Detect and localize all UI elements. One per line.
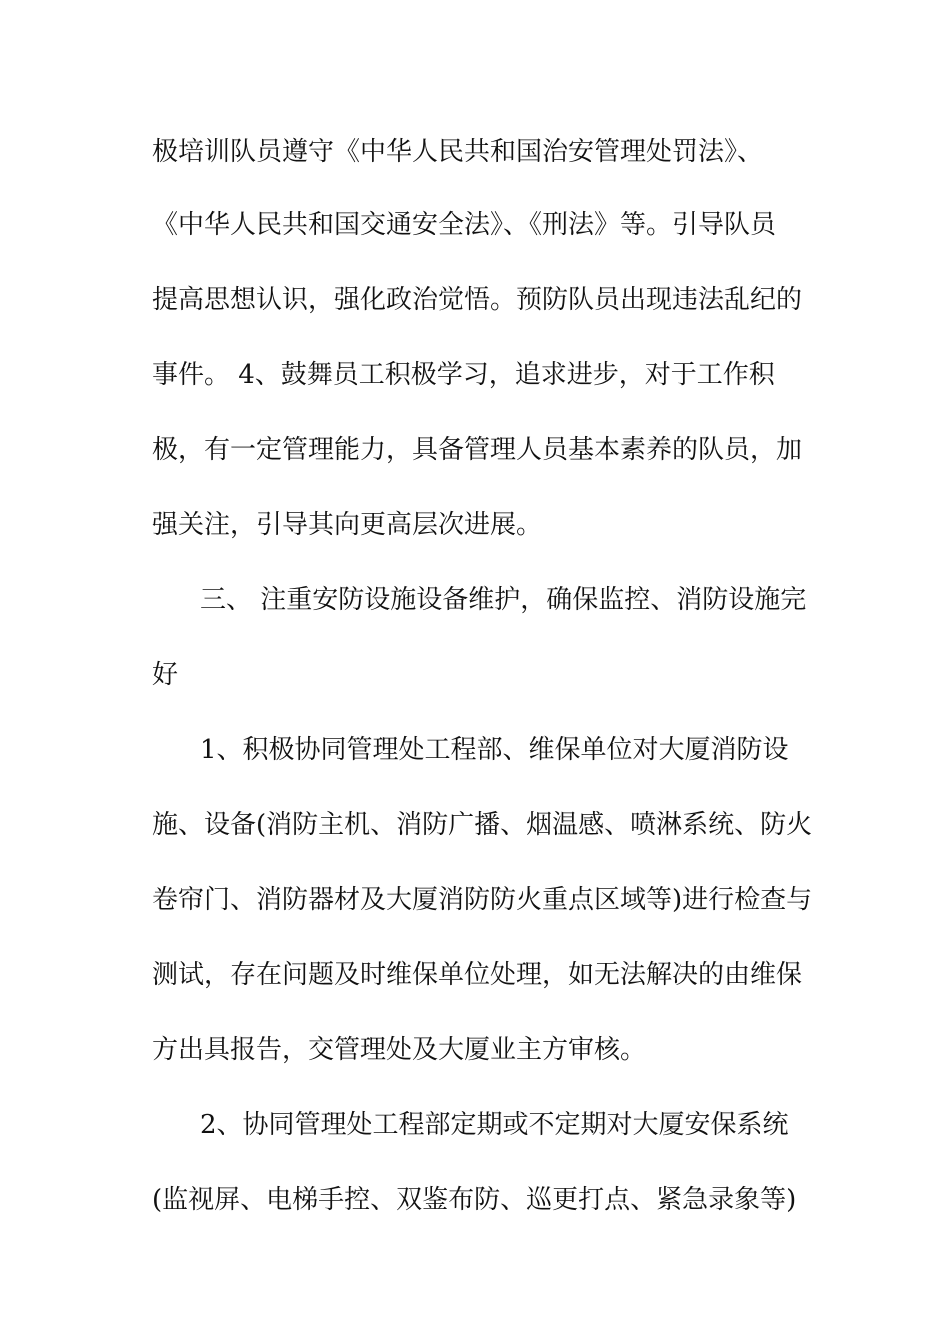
text-line: 卷帘门、消防器材及大厦消防防火重点区域等)进行检查与 (152, 885, 813, 915)
text-line: (监视屏、电梯手控、双鉴布防、巡更打点、紧急录象等) (152, 1185, 797, 1215)
text-line: 事件。 4、鼓舞员工积极学习，追求进步，对于工作积 (152, 360, 775, 390)
text-line: 极，有一定管理能力，具备管理人员基本素养的队员，加 (152, 435, 803, 465)
text-line: 强关注，引导其向更高层次进展。 (152, 510, 543, 540)
text-line: 提高思想认识，强化政治觉悟。预防队员出现违法乱纪的 (152, 285, 803, 315)
paragraph-start: 2、协同管理处工程部定期或不定期对大厦安保系统 (200, 1110, 789, 1140)
text-line: 《中华人民共和国交通安全法》、《刑法》等。引导队员 (152, 210, 777, 240)
text-line: 好 (152, 660, 179, 690)
section-heading: 三、 注重安防设施设备维护，确保监控、消防设施完 (200, 585, 807, 615)
paragraph-start: 1、积极协同管理处工程部、维保单位对大厦消防设 (200, 735, 789, 765)
text-line: 方出具报告，交管理处及大厦业主方审核。 (152, 1035, 647, 1065)
text-line: 极培训队员遵守《中华人民共和国治安管理处罚法》、 (152, 137, 764, 167)
text-line: 测试，存在问题及时维保单位处理，如无法解决的由维保 (152, 960, 803, 990)
text-line: 施、设备(消防主机、消防广播、烟温感、喷淋系统、防火 (152, 810, 813, 840)
